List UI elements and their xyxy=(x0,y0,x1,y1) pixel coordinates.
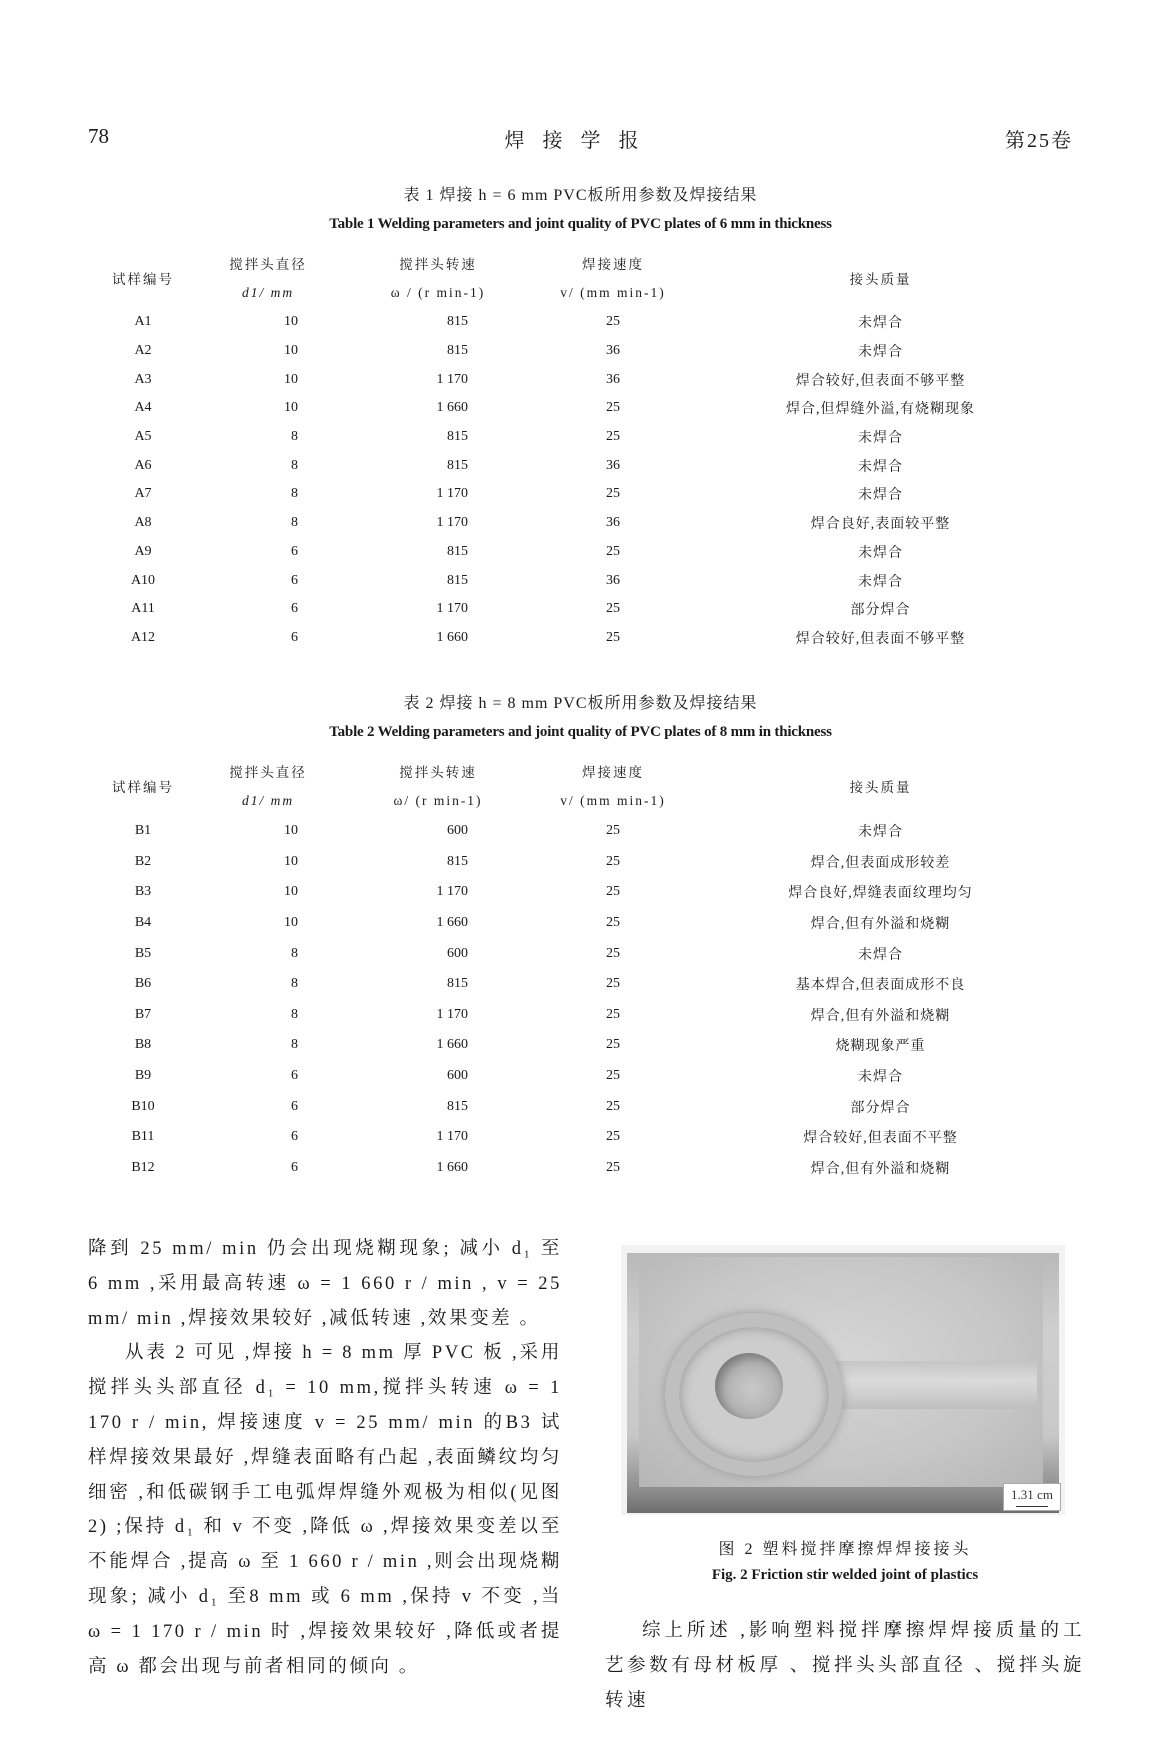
cell-joint-quality: 焊合良好,焊缝表面纹理均匀 xyxy=(788,886,973,902)
cell-diameter: 6 xyxy=(291,601,298,617)
cell-welding-speed: 36 xyxy=(606,371,620,387)
table-2-grid xyxy=(88,756,1073,1183)
col-header-welding-speed: 焊接速度 xyxy=(582,257,644,272)
cell-welding-speed: 25 xyxy=(606,486,620,502)
table-row xyxy=(88,566,1073,595)
volume-label: 第25卷 xyxy=(1005,130,1073,152)
col-unit-welding-speed: v/ (mm min-1) xyxy=(560,285,666,300)
cell-joint-quality: 未焊合 xyxy=(858,947,903,963)
paragraph-continued: 降到 25 mm/ min 仍会出现烧糊现象; 减小 d₁ 至 6 mm ,采用最高转速 ω = 1 660 r / min , v = 25 mm/ min ,焊接效果较好 ,减低转速 ,效果变差 。 xyxy=(88,1239,562,1329)
cell-diameter: 10 xyxy=(284,884,298,900)
col-header-rotation-speed: 搅拌头转速 xyxy=(399,257,477,272)
table-1-grid xyxy=(88,248,1073,652)
figure-2-caption-cn: 图 2 塑料搅拌摩擦焊焊接接头 xyxy=(718,1541,972,1558)
table-row xyxy=(88,1030,1073,1061)
cell-rotation-speed: 1 660 xyxy=(436,629,468,645)
col-unit-welding-speed: v/ (mm min-1) xyxy=(560,793,666,808)
cell-welding-speed: 25 xyxy=(606,823,620,839)
figure-2-photo xyxy=(621,1245,1065,1515)
cell-welding-speed: 25 xyxy=(606,1006,620,1022)
table-row xyxy=(88,365,1073,394)
cell-diameter: 6 xyxy=(291,629,298,645)
cell-rotation-speed: 1 660 xyxy=(436,915,468,931)
cell-diameter: 10 xyxy=(284,343,298,359)
cell-joint-quality: 部分焊合 xyxy=(850,603,911,619)
cell-sample-id: B12 xyxy=(131,1159,155,1175)
table-row xyxy=(88,308,1073,337)
cell-joint-quality: 部分焊合 xyxy=(850,1100,911,1116)
cell-rotation-speed: 815 xyxy=(447,343,468,359)
cell-rotation-speed: 815 xyxy=(447,457,468,473)
cell-joint-quality: 焊合较好,但表面不够平整 xyxy=(795,631,966,647)
table-row xyxy=(88,1122,1073,1153)
cell-sample-id: B1 xyxy=(134,823,152,839)
table-row xyxy=(88,624,1073,653)
cell-welding-speed: 25 xyxy=(606,1159,620,1175)
cell-welding-speed: 36 xyxy=(606,343,620,359)
cell-welding-speed: 25 xyxy=(606,976,620,992)
cell-sample-id: B8 xyxy=(134,1037,152,1053)
col-header-diameter: 搅拌头直径 xyxy=(229,765,307,780)
cell-rotation-speed: 815 xyxy=(447,429,468,445)
cell-diameter: 6 xyxy=(291,1129,298,1145)
cell-joint-quality: 未焊合 xyxy=(858,488,903,504)
col-unit-diameter: d1/ mm xyxy=(241,285,295,300)
cell-rotation-speed: 815 xyxy=(447,572,468,588)
cell-rotation-speed: 815 xyxy=(447,976,468,992)
table-row xyxy=(88,394,1073,423)
table-row xyxy=(88,816,1073,847)
col-header-welding-speed: 焊接速度 xyxy=(582,765,644,780)
cell-diameter: 10 xyxy=(284,400,298,416)
cell-sample-id: B4 xyxy=(134,915,152,931)
scale-bar xyxy=(1016,1506,1048,1507)
cell-sample-id: B6 xyxy=(134,976,152,992)
cell-sample-id: B9 xyxy=(134,1068,152,1084)
cell-sample-id: A8 xyxy=(134,515,152,531)
cell-welding-speed: 25 xyxy=(606,915,620,931)
cell-joint-quality: 未焊合 xyxy=(858,345,903,361)
cell-welding-speed: 25 xyxy=(606,853,620,869)
table-1-caption-cn: 表 1 焊接 h = 6 mm PVC板所用参数及焊接结果 xyxy=(403,187,758,204)
cell-diameter: 8 xyxy=(291,976,298,992)
table-row xyxy=(88,1061,1073,1092)
cell-rotation-speed: 1 660 xyxy=(436,400,468,416)
cell-welding-speed: 25 xyxy=(606,945,620,961)
table-row xyxy=(88,877,1073,908)
col-unit-rotation-speed: ω / (r min-1) xyxy=(390,285,486,300)
table-row xyxy=(88,938,1073,969)
col-header-rotation-speed: 搅拌头转速 xyxy=(399,765,477,780)
cell-joint-quality: 焊合,但有外溢和烧糊 xyxy=(810,917,951,933)
cell-joint-quality: 未焊合 xyxy=(858,574,903,590)
paragraph-table2-analysis: 从表 2 可见 ,焊接 h = 8 mm 厚 PVC 板 ,采用搅拌头头部直径 d₁ = 10 mm,搅拌头转速 ω = 1 170 r / min, 焊接速度 v = 25 mm/ min 的B3 试样焊接效果最好 ,焊缝表面略有凸起 ,表面鳞纹均匀细密 ,和低碳钢手工电弧焊焊缝外观极为相似(见图 2) ;保持 d₁ 和 v 不变 ,降低 ω ,焊接效果变差以至不能焊合 ,提高 ω 至 1 660 r / min ,则会出现烧糊现象; 减小 d₁ 至8 mm 或 6 mm ,保持 v 不变 ,当 ω = 1 170 r / min 时 ,焊接效果较好 ,降低或者提高 ω 都会出现与前者相同的倾向 。 xyxy=(88,1343,562,1677)
body-text-right-column xyxy=(605,1614,1085,1719)
scale-bar-label: 1.31 cm xyxy=(1003,1483,1061,1511)
cell-rotation-speed: 1 660 xyxy=(436,1159,468,1175)
table-row xyxy=(88,451,1073,480)
pvc-plate-image xyxy=(627,1253,1059,1513)
cell-rotation-speed: 1 170 xyxy=(436,371,468,387)
col-header-sample-id: 试样编号 xyxy=(112,272,174,287)
cell-diameter: 6 xyxy=(291,1068,298,1084)
table-row xyxy=(88,509,1073,538)
cell-diameter: 6 xyxy=(291,543,298,559)
cell-sample-id: B2 xyxy=(134,853,152,869)
cell-rotation-speed: 600 xyxy=(447,945,468,961)
cell-diameter: 10 xyxy=(284,371,298,387)
col-header-joint-quality: 接头质量 xyxy=(849,272,912,287)
cell-welding-speed: 25 xyxy=(606,1098,620,1114)
cell-welding-speed: 36 xyxy=(606,515,620,531)
table-1 xyxy=(88,182,1073,652)
cell-joint-quality: 未焊合 xyxy=(858,1070,903,1086)
cell-sample-id: A2 xyxy=(134,343,152,359)
cell-diameter: 8 xyxy=(291,945,298,961)
cell-sample-id: A10 xyxy=(130,572,156,588)
journal-name: 焊接学报 xyxy=(504,130,657,152)
cell-joint-quality: 焊合,但焊缝外溢,有烧糊现象 xyxy=(786,402,975,418)
cell-diameter: 10 xyxy=(284,314,298,330)
cell-sample-id: B3 xyxy=(134,884,152,900)
cell-joint-quality: 焊合,但有外溢和烧糊 xyxy=(810,1161,951,1177)
cell-joint-quality: 未焊合 xyxy=(858,431,903,447)
table-row xyxy=(88,1000,1073,1031)
cell-sample-id: A11 xyxy=(131,601,155,617)
cell-sample-id: A3 xyxy=(134,371,152,387)
cell-welding-speed: 25 xyxy=(606,884,620,900)
cell-welding-speed: 25 xyxy=(606,1037,620,1053)
cell-diameter: 6 xyxy=(291,572,298,588)
cell-welding-speed: 25 xyxy=(606,543,620,559)
cell-welding-speed: 36 xyxy=(606,572,620,588)
cell-rotation-speed: 1 170 xyxy=(436,601,468,617)
cell-rotation-speed: 815 xyxy=(447,543,468,559)
cell-diameter: 8 xyxy=(291,1037,298,1053)
cell-diameter: 6 xyxy=(291,1159,298,1175)
table-row xyxy=(88,1091,1073,1122)
cell-joint-quality: 未焊合 xyxy=(858,545,903,561)
table-row xyxy=(88,480,1073,509)
table-1-caption-en: Table 1 Welding parameters and joint quality of PVC plates of 6 mm in thickness xyxy=(329,216,832,232)
cell-sample-id: A12 xyxy=(130,629,156,645)
col-header-diameter: 搅拌头直径 xyxy=(229,257,307,272)
cell-welding-speed: 25 xyxy=(606,400,620,416)
cell-diameter: 8 xyxy=(291,1006,298,1022)
cell-welding-speed: 36 xyxy=(606,457,620,473)
table-row xyxy=(88,595,1073,624)
cell-diameter: 10 xyxy=(284,853,298,869)
cell-welding-speed: 25 xyxy=(606,601,620,617)
cell-sample-id: A9 xyxy=(134,543,152,559)
cell-sample-id: A7 xyxy=(134,486,152,502)
cell-joint-quality: 未焊合 xyxy=(858,825,903,841)
keyhole-center xyxy=(715,1353,783,1419)
cell-joint-quality: 未焊合 xyxy=(858,316,903,332)
table-row xyxy=(88,969,1073,1000)
paragraph-summary: 综上所述 ,影响塑料搅拌摩擦焊焊接质量的工艺参数有母材板厚 、搅拌头头部直径 、搅拌头旋转速 xyxy=(605,1621,1085,1711)
cell-sample-id: A1 xyxy=(134,314,152,330)
table-2-caption-cn: 表 2 焊接 h = 8 mm PVC板所用参数及焊接结果 xyxy=(403,695,758,712)
table-row xyxy=(88,538,1073,567)
cell-rotation-speed: 1 660 xyxy=(436,1037,468,1053)
col-unit-rotation-speed: ω/ (r min-1) xyxy=(393,793,483,808)
cell-joint-quality: 焊合,但表面成形较差 xyxy=(810,855,951,871)
cell-rotation-speed: 1 170 xyxy=(436,515,468,531)
cell-sample-id: A5 xyxy=(134,429,152,445)
cell-rotation-speed: 1 170 xyxy=(436,486,468,502)
running-head xyxy=(88,124,1073,154)
cell-sample-id: B11 xyxy=(131,1129,155,1145)
cell-sample-id: B10 xyxy=(131,1098,155,1114)
cell-welding-speed: 25 xyxy=(606,629,620,645)
cell-diameter: 10 xyxy=(284,823,298,839)
figure-2-caption-en: Fig. 2 Friction stir welded joint of plastics xyxy=(711,1567,979,1583)
cell-diameter: 10 xyxy=(284,915,298,931)
col-unit-diameter: d1/ mm xyxy=(241,793,295,808)
table-row xyxy=(88,423,1073,452)
cell-diameter: 8 xyxy=(291,457,298,473)
page-number: 78 xyxy=(88,124,109,148)
cell-welding-speed: 25 xyxy=(606,429,620,445)
table-row xyxy=(88,847,1073,878)
cell-joint-quality: 基本焊合,但表面成形不良 xyxy=(795,978,966,994)
cell-sample-id: B5 xyxy=(134,945,152,961)
cell-rotation-speed: 815 xyxy=(447,853,468,869)
cell-diameter: 8 xyxy=(291,429,298,445)
cell-rotation-speed: 815 xyxy=(447,1098,468,1114)
cell-joint-quality: 焊合良好,表面较平整 xyxy=(810,517,951,533)
cell-welding-speed: 25 xyxy=(606,1068,620,1084)
cell-diameter: 8 xyxy=(291,515,298,531)
col-header-sample-id: 试样编号 xyxy=(112,780,174,795)
cell-diameter: 6 xyxy=(291,1098,298,1114)
cell-joint-quality: 焊合,但有外溢和烧糊 xyxy=(810,1008,951,1024)
cell-sample-id: A4 xyxy=(134,400,152,416)
table-row xyxy=(88,908,1073,939)
cell-joint-quality: 焊合较好,但表面不平整 xyxy=(803,1131,958,1147)
cell-joint-quality: 烧糊现象严重 xyxy=(835,1039,926,1055)
cell-rotation-speed: 600 xyxy=(447,823,468,839)
col-header-joint-quality: 接头质量 xyxy=(849,780,912,795)
table-2 xyxy=(88,690,1073,1183)
cell-joint-quality: 焊合较好,但表面不够平整 xyxy=(795,373,966,389)
cell-rotation-speed: 1 170 xyxy=(436,1006,468,1022)
cell-welding-speed: 25 xyxy=(606,314,620,330)
cell-sample-id: A6 xyxy=(134,457,152,473)
cell-sample-id: B7 xyxy=(134,1006,152,1022)
table-row xyxy=(88,337,1073,366)
body-text-left-column xyxy=(88,1232,562,1684)
cell-joint-quality: 未焊合 xyxy=(858,459,903,475)
cell-diameter: 8 xyxy=(291,486,298,502)
cell-welding-speed: 25 xyxy=(606,1129,620,1145)
cell-rotation-speed: 1 170 xyxy=(436,884,468,900)
table-2-caption-en: Table 2 Welding parameters and joint quality of PVC plates of 8 mm in thickness xyxy=(329,724,832,740)
cell-rotation-speed: 1 170 xyxy=(436,1129,468,1145)
cell-rotation-speed: 815 xyxy=(447,314,468,330)
cell-rotation-speed: 600 xyxy=(447,1068,468,1084)
table-row xyxy=(88,1153,1073,1184)
